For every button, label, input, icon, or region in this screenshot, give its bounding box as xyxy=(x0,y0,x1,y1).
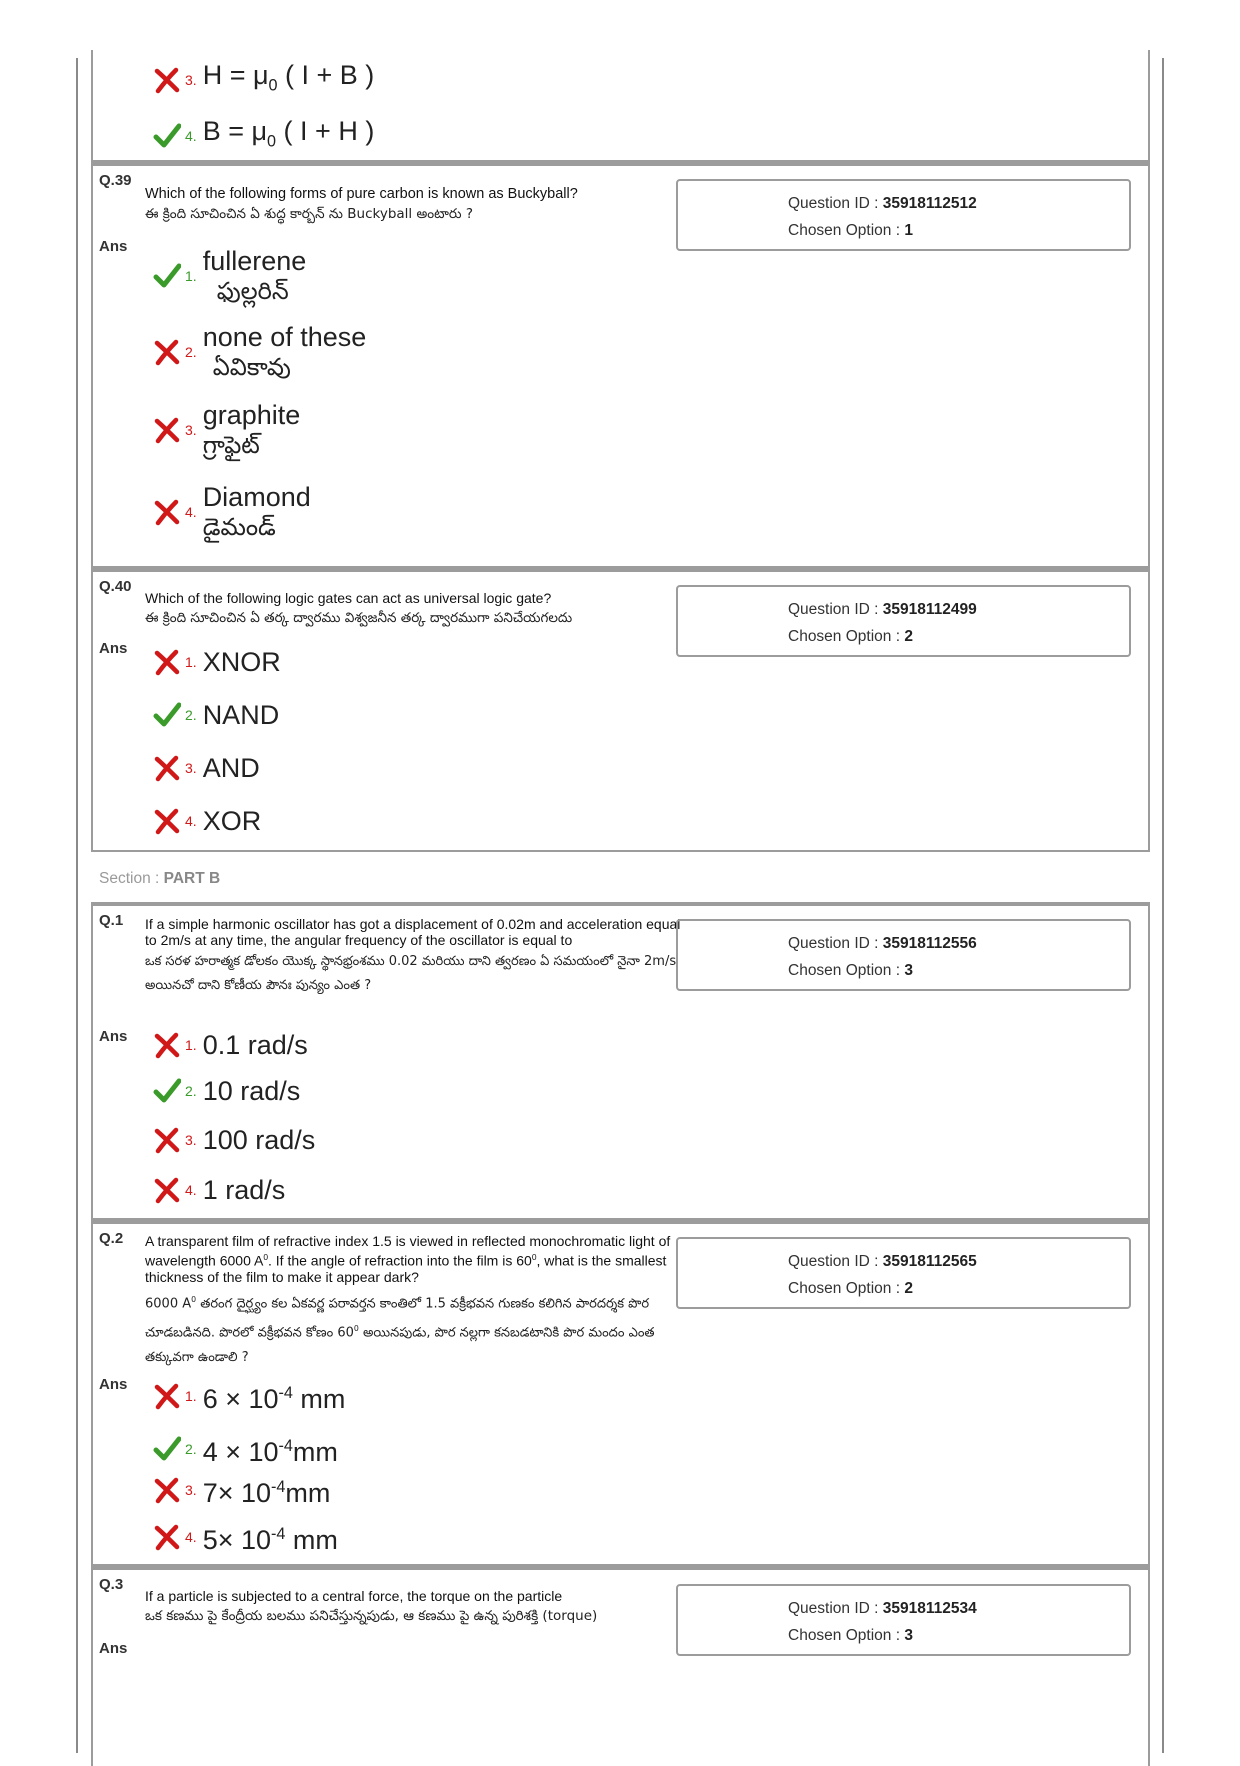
option-text: $5\times 10^{-4}$ mm xyxy=(202,1525,338,1555)
cross-icon xyxy=(153,1176,181,1204)
question-card-q3 xyxy=(91,1566,1150,1766)
option-2: 2. none of these ఏవికావు xyxy=(153,322,366,382)
check-icon xyxy=(153,1077,181,1105)
question-id: 35918112565 xyxy=(882,1253,977,1270)
question-meta-box: Question ID : 35918112565 Chosen Option : 2 xyxy=(676,1237,1131,1309)
check-icon xyxy=(153,262,181,290)
question-id: 35918112534 xyxy=(882,1600,977,1617)
option-text: XNOR xyxy=(202,647,281,677)
page-border-right xyxy=(1162,58,1164,1753)
option-4: 4. Diamond డైమండ్ xyxy=(153,482,311,542)
option-1: 1. 0.1 rad/s xyxy=(153,1030,308,1060)
question-meta-box: Question ID : 35918112512 Chosen Option : 1 xyxy=(676,179,1131,251)
option-text: none of these ఏవికావు xyxy=(202,322,367,381)
question-text: If a simple harmonic oscillator has got a displacement of 0.02m and acceleration equal to 2m/s at any time, the angular frequency of the oscillator is equal to ఒక సరళ హరాత్మక డోలకం యొక్క స్థానభ్రంశము 0.02 మరియు దాని త్వరణం ఏ సమయంలో నైనా 2m/s అయినచో దాని కోణీయ పౌనః పున్యం ఎంత ? xyxy=(145,916,681,993)
chosen-option: 3 xyxy=(904,962,913,979)
check-icon xyxy=(153,122,181,150)
chosen-option: 2 xyxy=(904,1280,913,1297)
option-text: fullerene ఫుల్లరిన్ xyxy=(202,246,307,305)
cross-icon xyxy=(153,648,181,676)
option-3: 3. $7\times 10^{-4}mm$ xyxy=(153,1472,330,1508)
option-2: 2. NAND xyxy=(153,700,279,730)
option-2: 2. $4 \times 10^{-4}mm$ xyxy=(153,1431,338,1467)
option-3: 3. AND xyxy=(153,753,260,783)
check-icon xyxy=(153,1435,181,1463)
option-4: 4. $5\times 10^{-4}$ mm xyxy=(153,1519,338,1555)
cross-icon xyxy=(153,1382,181,1410)
ans-label: Ans xyxy=(99,1640,128,1657)
question-number: Q.2 xyxy=(99,1230,124,1247)
option-text: 10 rad/s xyxy=(202,1076,301,1106)
option-text: 0.1 rad/s xyxy=(202,1030,308,1060)
cross-icon xyxy=(153,66,181,94)
question-card-q2 xyxy=(91,1220,1150,1566)
option-text: $H = \mu_0$ ( I + B ) xyxy=(202,60,375,95)
question-text: A transparent film of refractive index 1.5 is viewed in reflected monochromatic light of wavelength 6000 $A^0$. If the angle of refraction into the film is $60^0$, what is the smallest thickness of the film to make it appear dark? 6000 $A^0$ తరంగ దైర్ఘ్యం కల ఏకవర్ణ పరావర్తన కాంతిలో 1.5 వక్రీభవన గుణకం కలిగిన పారదర్శక పొర చూడబడినది. పొరలో వక్రీభవన కోణం $60^0$ అయినపుడు, పొర నల్లగా కనబడటానికి పొర మందం ఎంత తక్కువగా ఉండాలి ? xyxy=(145,1233,671,1366)
option-text: 100 rad/s xyxy=(202,1125,316,1155)
option-text: AND xyxy=(202,753,260,783)
question-text: Which of the following logic gates can act as universal logic gate? ఈ క్రింది సూచించిన ఏ తర్క ద్వారము విశ్వజనీన తర్క ద్వారముగా పనిచేయగలదు xyxy=(145,590,573,626)
chosen-option: 3 xyxy=(904,1627,913,1644)
cross-icon xyxy=(153,1523,181,1551)
option-4: 4. XOR xyxy=(153,806,261,836)
cross-icon xyxy=(153,498,181,526)
question-number: Q.40 xyxy=(99,578,132,595)
option-1: 1. XNOR xyxy=(153,647,281,677)
ans-label: Ans xyxy=(99,1028,128,1045)
cross-icon xyxy=(153,1126,181,1154)
option-text: $4 \times 10^{-4}mm$ xyxy=(202,1437,338,1467)
option-3: 3. graphite గ్రాఫైట్ xyxy=(153,400,300,460)
question-id: 35918112499 xyxy=(882,601,977,618)
chosen-option: 2 xyxy=(904,628,913,645)
option-text: NAND xyxy=(202,700,280,730)
question-id: 35918112512 xyxy=(882,195,977,212)
question-card-q1 xyxy=(91,902,1150,1220)
option-number: 3. xyxy=(185,72,197,89)
cross-icon xyxy=(153,1476,181,1504)
option-2: 2. 10 rad/s xyxy=(153,1076,300,1106)
question-number: Q.1 xyxy=(99,912,124,929)
question-text: If a particle is subjected to a central force, the torque on the particle ఒక కణము పై కేంద్రీయ బలము పనిచేస్తున్నపుడు, ఆ కణము పై ఉన్న పురిశక్తి (torque) xyxy=(145,1588,598,1624)
question-id: 35918112556 xyxy=(882,935,977,952)
ans-label: Ans xyxy=(99,1376,128,1393)
question-meta-box: Question ID : 35918112499 Chosen Option : 2 xyxy=(676,585,1131,657)
option-text: graphite గ్రాఫైట్ xyxy=(202,400,301,459)
option-text: 1 rad/s xyxy=(202,1175,286,1205)
question-number: Q.3 xyxy=(99,1576,124,1593)
ans-label: Ans xyxy=(99,640,128,657)
question-card-q40 xyxy=(91,568,1150,852)
page-border-left xyxy=(76,58,78,1753)
cross-icon xyxy=(153,754,181,782)
option-text: $6 \times 10^{-4}$ mm xyxy=(202,1384,346,1414)
option-text: $B = \mu_0$ ( I + H ) xyxy=(202,116,375,151)
question-meta-box: Question ID : 35918112534 Chosen Option : 3 xyxy=(676,1584,1131,1656)
cross-icon xyxy=(153,807,181,835)
cross-icon xyxy=(153,338,181,366)
ans-label: Ans xyxy=(99,238,128,255)
question-text: Which of the following forms of pure carbon is known as Buckyball? ఈ క్రింది సూచించిన ఏ శుద్ధ కార్బన్ ను Buckyball అంటారు ? xyxy=(145,186,578,222)
question-meta-box: Question ID : 35918112556 Chosen Option : 3 xyxy=(676,919,1131,991)
cross-icon xyxy=(153,416,181,444)
cross-icon xyxy=(153,1031,181,1059)
option-3: 3. 100 rad/s xyxy=(153,1125,315,1155)
option-text: Diamond డైమండ్ xyxy=(202,482,311,541)
question-number: Q.39 xyxy=(99,172,132,189)
section-label: Section : PART B xyxy=(99,870,221,887)
option-3 xyxy=(153,60,374,100)
question-continuation-box xyxy=(91,50,1150,162)
option-text: XOR xyxy=(202,806,262,836)
chosen-option: 1 xyxy=(904,222,913,239)
option-number: 4. xyxy=(185,128,197,145)
option-1: 1. $6 \times 10^{-4}$ mm xyxy=(153,1378,345,1414)
option-text: $7\times 10^{-4}mm$ xyxy=(202,1478,331,1508)
question-card-q39 xyxy=(91,162,1150,568)
option-4: 4. 1 rad/s xyxy=(153,1175,285,1205)
check-icon xyxy=(153,701,181,729)
option-1: 1. fullerene ఫుల్లరిన్ xyxy=(153,246,306,306)
option-4 xyxy=(153,116,374,156)
